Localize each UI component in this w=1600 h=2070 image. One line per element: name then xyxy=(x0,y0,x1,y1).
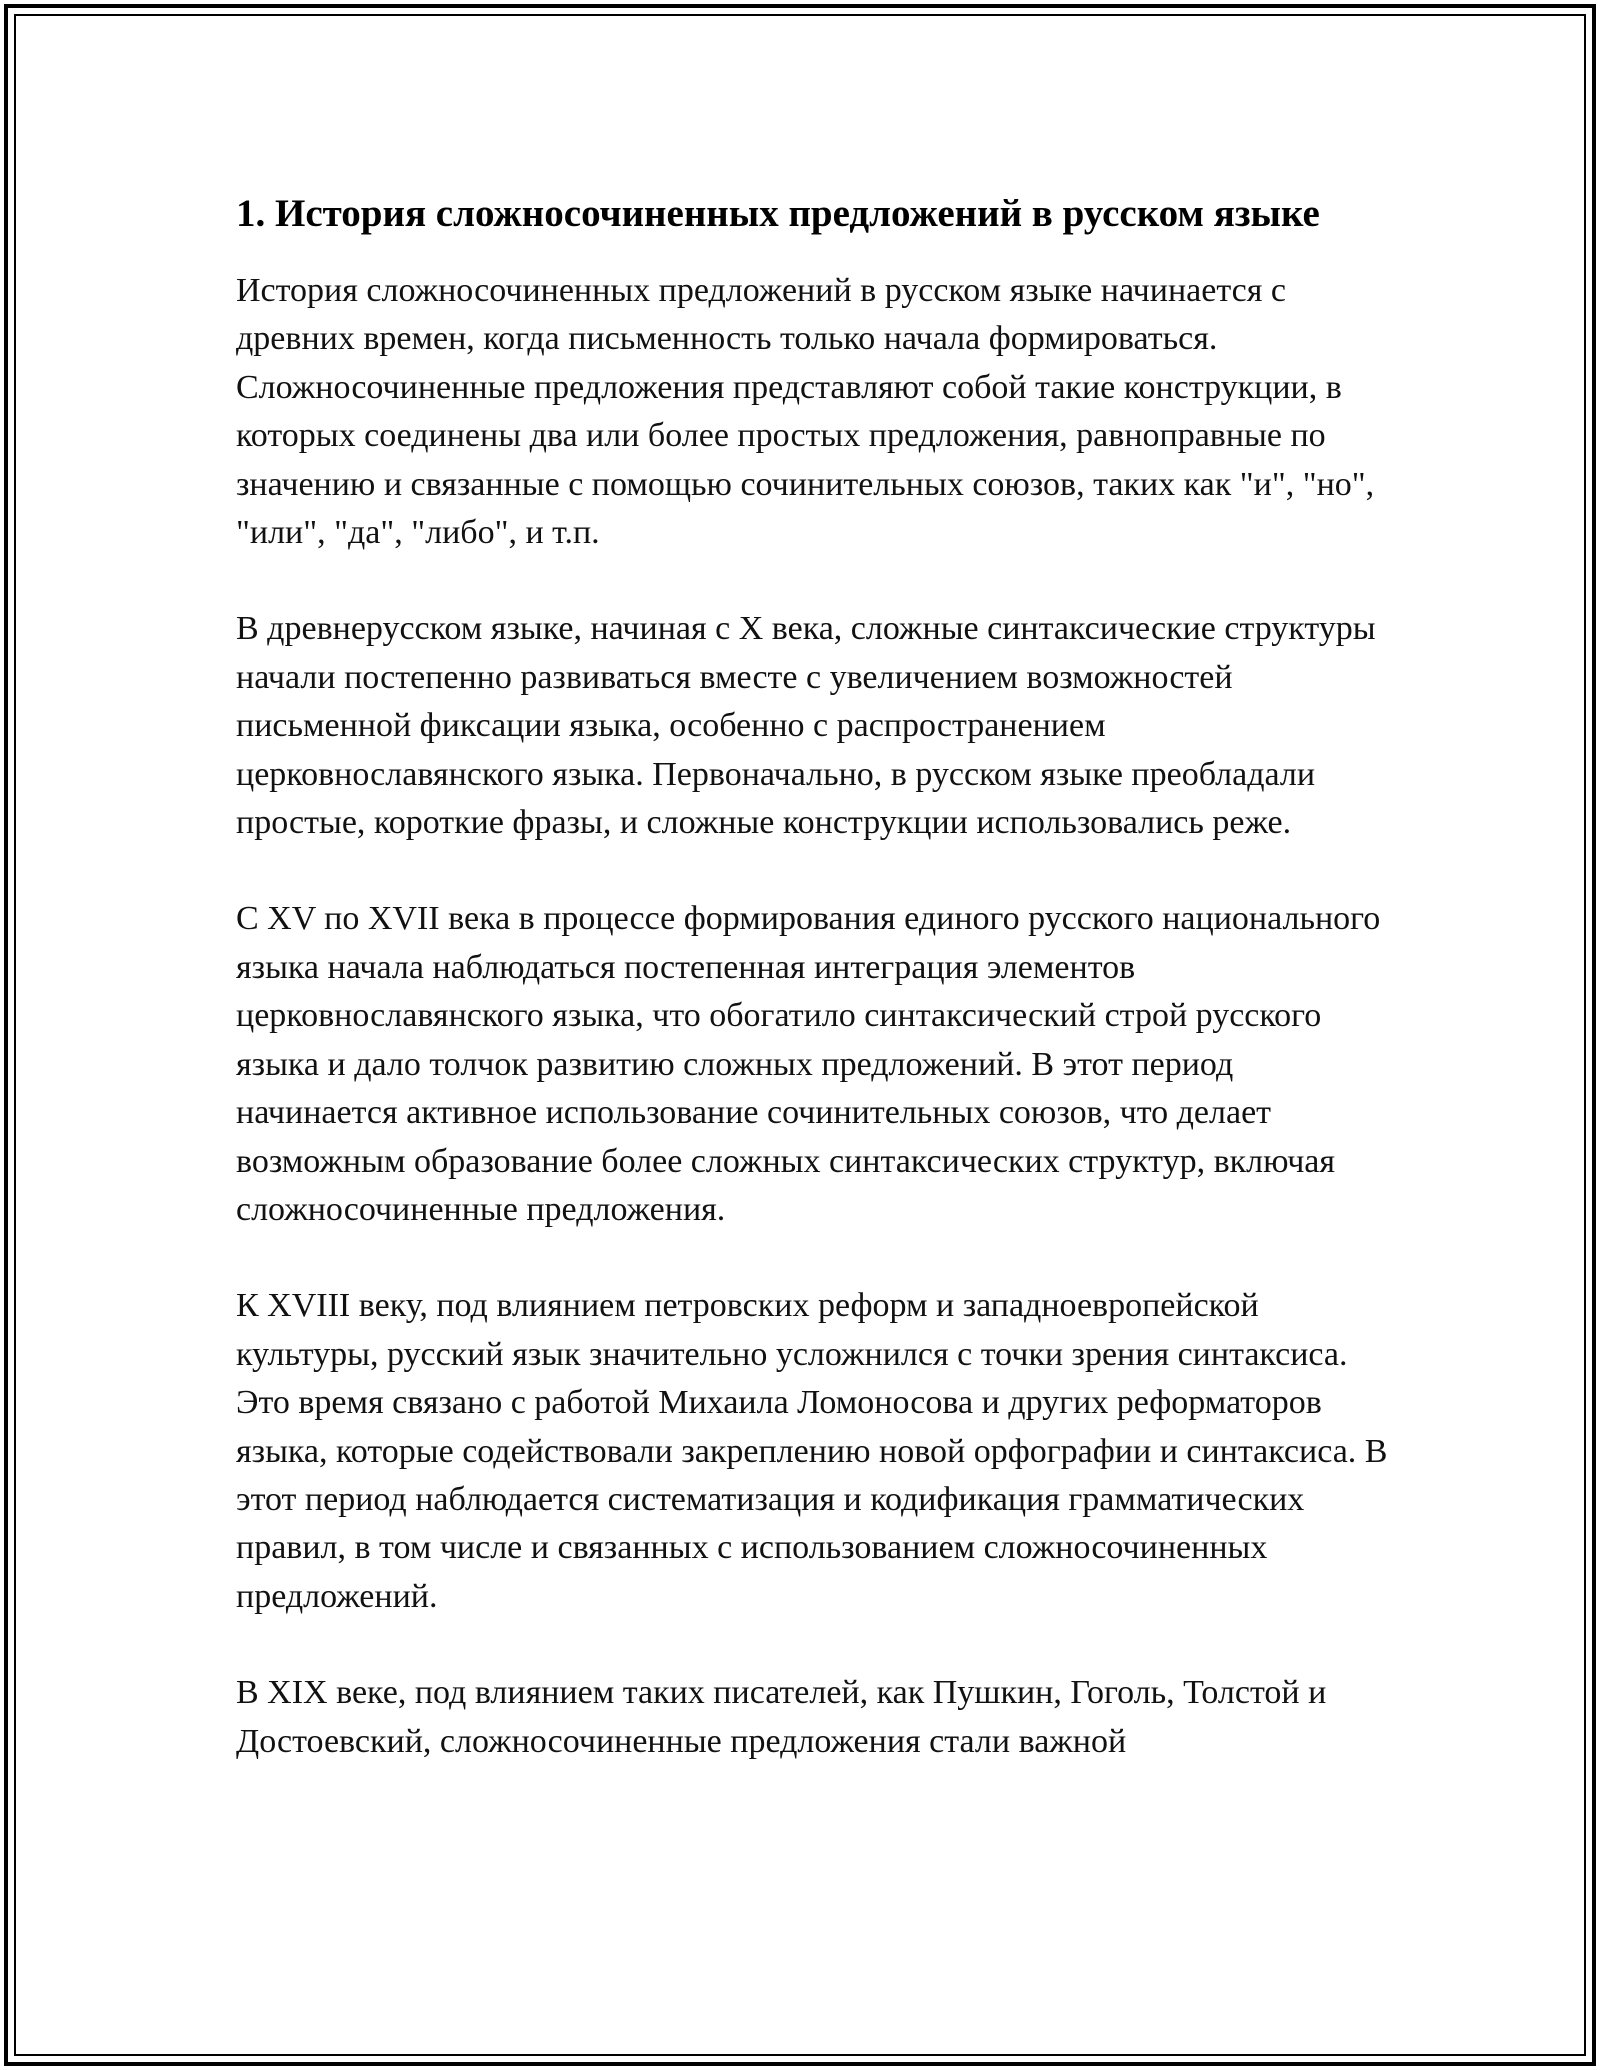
paragraph-5: В XIX веке, под влиянием таких писателей, как Пушкин, Гоголь, Толстой и Достоевский, сложносочиненные предложения стали важной xyxy=(236,1674,1327,1760)
paragraph-4: К XVIII веку, под влиянием петровских реформ и западноевропейской культуры, русский язык значительно усложнился с точки зрения синтаксиса. Это время связано с работой Михаила Ломоносова и других реформаторов языка, которые содействовали закреплению новой орфографии и синтаксиса. В этот период наблюдается систематизация и кодификация грамматических правил, в том числе и связанных с использованием сложносочиненных предложений. xyxy=(236,1287,1388,1615)
document-body xyxy=(236,186,1400,1766)
paragraph-1: История сложносочиненных предложений в русском языке начинается с древних времен, когда письменность только начала формироваться. Сложносочиненные предложения представляют собой такие конструкции, в которых соединены два или более простых предложения, равноправные по значению и связанные с помощью сочинительных союзов, таких как "и", "но", "или", "да", "либо", и т.п. xyxy=(236,272,1375,552)
paragraph-2: В древнерусском языке, начиная с X века, сложные синтаксические структуры начали постепенно развиваться вместе с увеличением возможностей письменной фиксации языка, особенно с распространением церковнославянского языка. Первоначально, в русском языке преобладали простые, короткие фразы, и сложные конструкции использовались реже. xyxy=(236,610,1376,842)
paragraph-3: С XV по XVII века в процессе формирования единого русского национального языка начала наблюдаться постепенная интеграция элементов церковнославянского языка, что обогатило синтаксический строй русского языка и дало толчок развитию сложных предложений. В этот период начинается активное использование сочинительных союзов, что делает возможным образование более сложных синтаксических структур, включая сложносочиненные предложения. xyxy=(236,900,1381,1228)
section-heading: 1. История сложносочиненных предложений в русском языке xyxy=(236,192,1320,235)
